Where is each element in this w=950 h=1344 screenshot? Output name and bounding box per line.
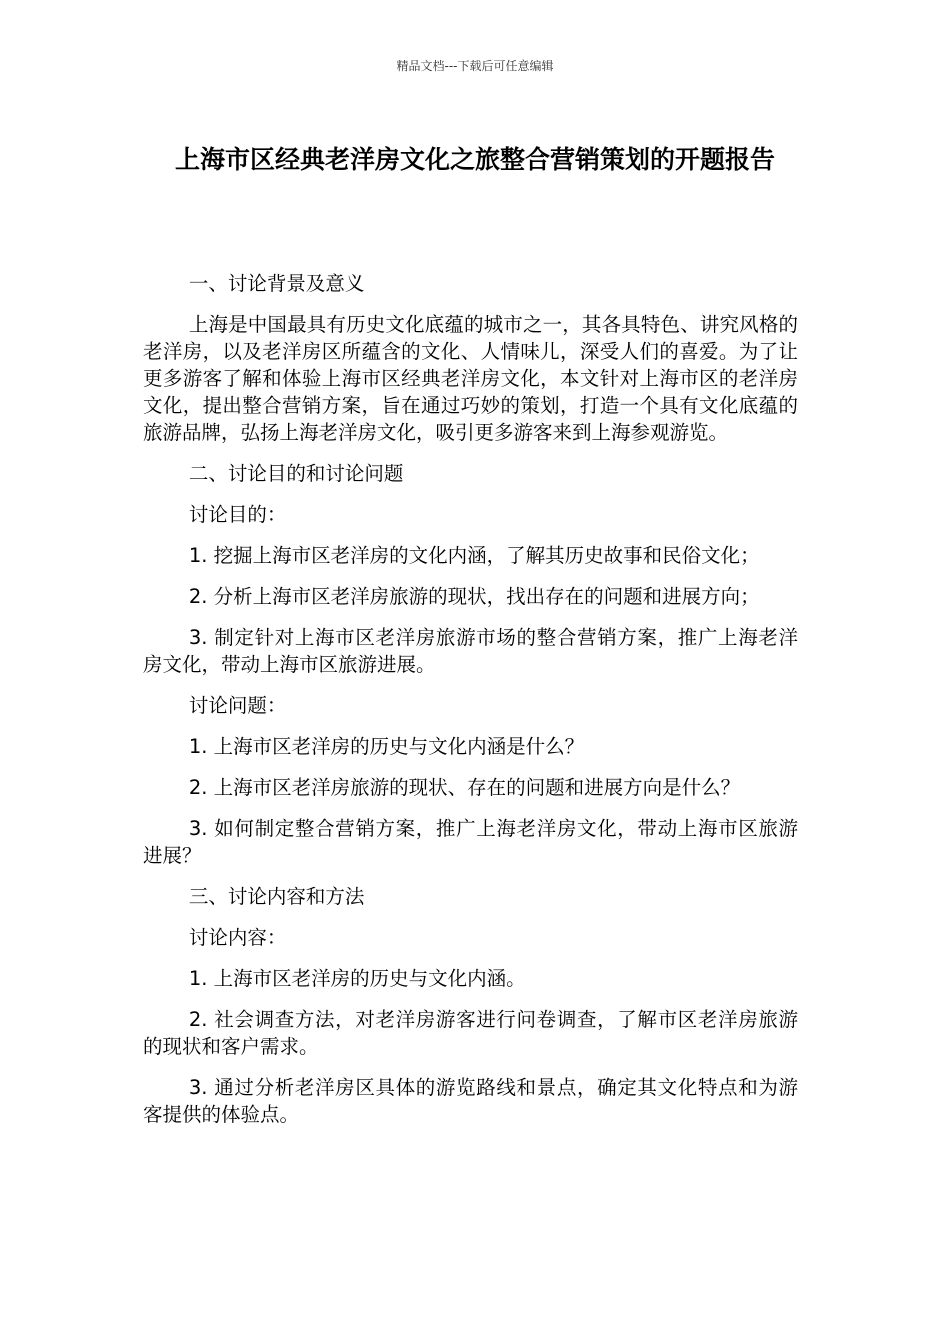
section-heading-purpose: 二、讨论目的和讨论问题 [188, 462, 404, 485]
question-item-3: 3. 如何制定整合营销方案，推广上海老洋房文化，带动上海市区旅游进展？ [143, 817, 798, 867]
document-title: 上海市区经典老洋房文化之旅整合营销策划的开题报告 [174, 145, 775, 174]
question-item-1: 1. 上海市区老洋房的历史与文化内涵是什么？ [188, 735, 585, 758]
subheading-questions: 讨论问题： [188, 694, 287, 717]
purpose-item-1: 1. 挖掘上海市区老洋房的文化内涵，了解其历史故事和民俗文化； [188, 544, 760, 567]
purpose-item-2: 2. 分析上海市区老洋房旅游的现状，找出存在的问题和进展方向； [188, 585, 760, 608]
question-item-2: 2. 上海市区老洋房旅游的现状、存在的问题和进展方向是什么？ [188, 776, 741, 799]
subheading-purpose: 讨论目的： [188, 503, 287, 526]
section-heading-background: 一、讨论背景及意义 [188, 272, 365, 295]
content-item-3: 3. 通过分析老洋房区具体的游览路线和景点，确定其文化特点和为游客提供的体验点。 [143, 1076, 798, 1126]
purpose-item-3: 3. 制定针对上海市区老洋房旅游市场的整合营销方案，推广上海老洋房文化，带动上海市区旅游进展。 [143, 626, 798, 676]
header-note: 精品文档---下载后可任意编辑 [396, 59, 554, 73]
subheading-content: 讨论内容： [188, 926, 287, 949]
content-item-2: 2. 社会调查方法，对老洋房游客进行问卷调查，了解市区老洋房旅游的现状和客户需求。 [143, 1008, 798, 1058]
document-body [143, 270, 798, 1142]
content-item-1: 1. 上海市区老洋房的历史与文化内涵。 [188, 967, 526, 990]
background-paragraph: 上海是中国最具有历史文化底蕴的城市之一，其各具特色、讲究风格的老洋房，以及老洋房区所蕴含的文化、人情味儿，深受人们的喜爱。为了让更多游客了解和体验上海市区经典老洋房文化，本文针对上海市区的老洋房文化，提出整合营销方案，旨在通过巧妙的策划，打造一个具有文化底蕴的旅游品牌，弘扬上海老洋房文化，吸引更多游客来到上海参观游览。 [143, 313, 798, 444]
section-heading-content: 三、讨论内容和方法 [188, 885, 365, 908]
